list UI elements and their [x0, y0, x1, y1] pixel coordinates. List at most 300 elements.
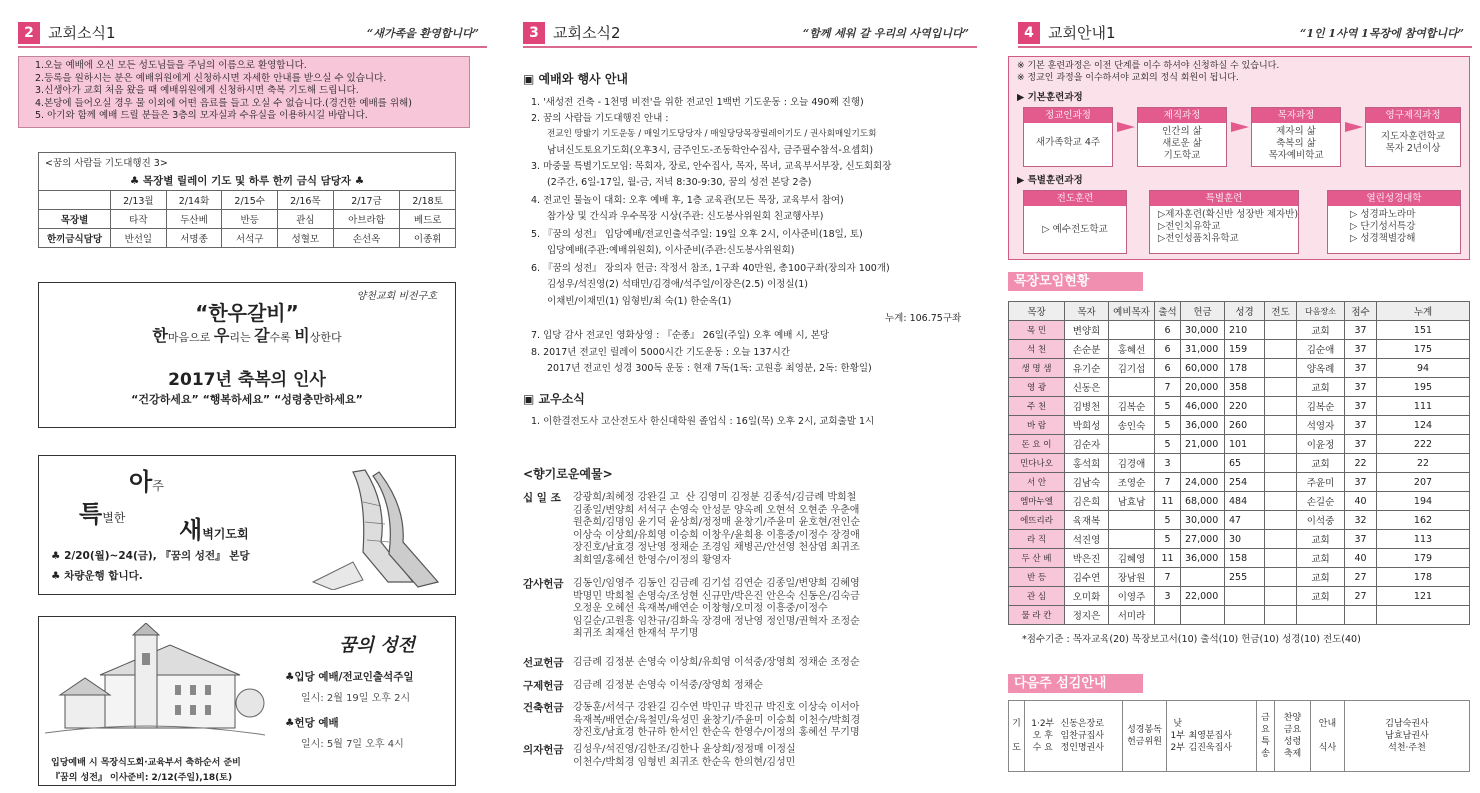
- cell: 베드로: [400, 210, 456, 229]
- table-cell: 37: [1345, 530, 1377, 549]
- table-cell: 37: [1345, 473, 1377, 492]
- dawn-date: ♣ 2/20(월)~24(금), 『꿈의 성전』 본당: [51, 550, 250, 562]
- column-church-news-2: [505, 0, 985, 793]
- table-cell: 장남원: [1109, 568, 1155, 587]
- table-row: [1009, 416, 1470, 435]
- table-row: [1009, 606, 1470, 625]
- table-cell: 이영주: [1109, 587, 1155, 606]
- table-cell: 오미화: [1065, 587, 1109, 606]
- table-cell: [1265, 473, 1297, 492]
- relay-prayer-table: [38, 152, 456, 248]
- event-item: 6. 『꿈의 성전』 장의자 헌금: 작정서 참조, 1구좌 40만원, 총100구좌(장의자 100개): [531, 263, 890, 274]
- table-cell: [1225, 587, 1265, 606]
- table-row: [1009, 340, 1470, 359]
- table-cell: 7: [1155, 378, 1181, 397]
- table-cell: 6: [1155, 321, 1181, 340]
- page-title: 교회안내1: [1048, 24, 1116, 42]
- relay-heading: <꿈의 사람들 기도대행진 3>: [39, 153, 456, 172]
- next-week-service-table: [1008, 700, 1470, 772]
- table-cell: 22: [1377, 454, 1470, 473]
- table-cell: 37: [1345, 321, 1377, 340]
- table-row: [1009, 568, 1470, 587]
- table-cell: 에뜨리라: [1009, 511, 1065, 530]
- table-cell: 94: [1377, 359, 1470, 378]
- table-cell: 생 명 샘: [1009, 359, 1065, 378]
- table-cell: 3: [1155, 454, 1181, 473]
- consecration-date: 일시: 5월 7일 오후 4시: [301, 739, 404, 750]
- mokjang-status-table: [1008, 301, 1470, 625]
- member-news-item: 1. 이한결전도사 고산전도사 한신대학원 졸업식 : 16일(목) 오후 2시, 교회출발 1시: [531, 416, 875, 427]
- row-label: 한끼금식담당: [39, 229, 111, 248]
- slogan: “함께 세워 갈 우리의 사역입니다”: [802, 27, 969, 40]
- table-cell: 36,000: [1181, 416, 1225, 435]
- table-cell: 101: [1225, 435, 1265, 454]
- offerings-heading: <향기로운예물>: [523, 467, 613, 481]
- course-step: 제직과정 인간의 삶 새로운 삶 기도학교: [1137, 107, 1227, 167]
- column-header: 누계: [1377, 302, 1470, 321]
- service-cell: 안내 식사: [1311, 701, 1345, 772]
- table-cell: [1265, 587, 1297, 606]
- page-number: 2: [18, 22, 40, 44]
- cell: 손선옥: [333, 229, 400, 248]
- table-cell: 정지은: [1065, 606, 1109, 625]
- table-row: [1009, 549, 1470, 568]
- cell: 관심: [278, 210, 334, 229]
- table-cell: 영 광: [1009, 378, 1065, 397]
- table-cell: [1265, 549, 1297, 568]
- column-header: 예비목자: [1109, 302, 1155, 321]
- table-cell: 60,000: [1181, 359, 1225, 378]
- table-cell: 37: [1345, 416, 1377, 435]
- table-cell: 27,000: [1181, 530, 1225, 549]
- dawn-s: 새벽기도회: [179, 516, 249, 544]
- church-building-icon: [45, 623, 265, 748]
- column-header: 전도: [1265, 302, 1297, 321]
- dawn-a: 아주: [129, 468, 164, 496]
- service-cell: 찬양 금요 성령 축제: [1275, 701, 1311, 772]
- praying-hands-icon: [293, 462, 443, 590]
- table-cell: 40: [1345, 492, 1377, 511]
- table-cell: 22: [1345, 454, 1377, 473]
- table-cell: 47: [1225, 511, 1265, 530]
- notice-line: 4.본당에 들어오실 경우 물 이외에 어떤 음료를 들고 오실 수 없습니다.(경건한 예배를 위해): [35, 97, 412, 109]
- table-cell: 교회: [1297, 587, 1345, 606]
- thanks-offering: 감사헌금 김동인/임영주 김동인 김금례 김기섭 김연순 김종일/변양희 김혜영 박명민 박희철 손영숙/조성현 신규만/박은진 안은숙 신동은/김숙금 오정운 오혜선 육재복/배연순 이창형/오미정 이흥중/이정수 임길순/고원흥 임찬규/김화옥 장경애 정난영 정인명/권혁자 조정순 최귀조 최재선 한재석 무기명: [523, 578, 860, 640]
- table-cell: 5: [1155, 416, 1181, 435]
- service-cell: 성경봉독 헌금위원: [1123, 701, 1167, 772]
- table-cell: 358: [1225, 378, 1265, 397]
- cell: 성혈모: [278, 229, 334, 248]
- dawn-bus: ♣ 차량운행 합니다.: [51, 570, 143, 582]
- table-cell: 30,000: [1181, 511, 1225, 530]
- table-cell: 남효남: [1109, 492, 1155, 511]
- table-cell: 손순분: [1065, 340, 1109, 359]
- table-cell: 7: [1155, 568, 1181, 587]
- dedication-date: 일시: 2월 19일 오후 2시: [301, 693, 411, 704]
- event-item-total: 누계: 106.75구좌: [885, 313, 962, 324]
- church-vision-label: 양천교회 비전구호: [356, 291, 437, 302]
- table-cell: [1109, 378, 1155, 397]
- slogan: “1인 1사역 1목장에 참여합니다”: [1300, 27, 1464, 40]
- cell: 타작: [111, 210, 167, 229]
- table-cell: [1181, 606, 1225, 625]
- table-cell: 6: [1155, 340, 1181, 359]
- table-cell: 20,000: [1181, 378, 1225, 397]
- table-cell: [1181, 454, 1225, 473]
- column-header: 다음장소: [1297, 302, 1345, 321]
- service-cell: 신동은장로 임찬규집사 정인명권사: [1061, 701, 1123, 772]
- basic-course-label: ▶ 기본훈련과정: [1017, 92, 1083, 103]
- notice-line: 1.오늘 예배에 오신 모든 성도님들을 주님의 이름으로 환영합니다.: [35, 60, 307, 71]
- moving-schedule: 『꿈의 성전』 이사준비: 2/12(주일),18(토): [51, 773, 233, 783]
- page-title: 교회소식2: [553, 24, 621, 42]
- table-cell: [1345, 606, 1377, 625]
- column-header: 목자: [1065, 302, 1109, 321]
- cell: 서석구: [222, 229, 278, 248]
- service-cell: 기 도: [1009, 701, 1025, 772]
- score-criteria: *점수기준 : 목자교육(20) 목장보고서(10) 출석(10) 헌금(10) 성경(10) 전도(40): [1022, 634, 1361, 645]
- page-number: 4: [1018, 22, 1040, 44]
- date-cell: 2/15수: [222, 191, 278, 210]
- table-cell: [1181, 568, 1225, 587]
- table-cell: 김순자: [1065, 435, 1109, 454]
- table-cell: 159: [1225, 340, 1265, 359]
- table-cell: 김복순: [1297, 397, 1345, 416]
- table-row: [1009, 454, 1470, 473]
- table-cell: 194: [1377, 492, 1470, 511]
- table-cell: 교회: [1297, 568, 1345, 587]
- event-item: 7. 입당 감사 전교인 영화상영 : 『순종』 26일(주일) 오후 예배 시, 본당: [531, 330, 830, 341]
- table-cell: 김수연: [1065, 568, 1109, 587]
- table-cell: 113: [1377, 530, 1470, 549]
- table-cell: [1225, 606, 1265, 625]
- event-item: 참가상 및 간식과 우수목장 시상(주관: 신도봉사위원회 친교행사부): [547, 211, 824, 222]
- table-cell: 5: [1155, 397, 1181, 416]
- table-cell: [1265, 397, 1297, 416]
- table-cell: 김병천: [1065, 397, 1109, 416]
- table-cell: 민다나오: [1009, 454, 1065, 473]
- table-cell: 178: [1225, 359, 1265, 378]
- table-cell: 주윤미: [1297, 473, 1345, 492]
- page-title: 교회소식1: [48, 24, 116, 42]
- date-cell: 2/14화: [166, 191, 222, 210]
- dedication-service: ♣입당 예배/전교인출석주일: [285, 671, 414, 683]
- table-cell: 교회: [1297, 378, 1345, 397]
- new-year-greeting: 2017년 축복의 인사: [168, 370, 326, 390]
- table-cell: 254: [1225, 473, 1265, 492]
- table-cell: [1109, 435, 1155, 454]
- table-cell: 조영순: [1109, 473, 1155, 492]
- special-course: 전도훈련 ▷ 예수전도학교: [1023, 190, 1127, 254]
- column-header: 점수: [1345, 302, 1377, 321]
- table-cell: 255: [1225, 568, 1265, 587]
- greeting-wishes: “건강하세요” “행복하세요” “성령충만하세요”: [131, 393, 363, 406]
- event-item: (2주간, 6일-17일, 월-금, 저녁 8:30-9:30, 꿈의 성전 본당 2층): [547, 177, 812, 188]
- table-cell: 김혜영: [1109, 549, 1155, 568]
- date-cell: 2/13월: [111, 191, 167, 210]
- table-cell: [1109, 321, 1155, 340]
- table-cell: 30: [1225, 530, 1265, 549]
- table-cell: 두 산 베: [1009, 549, 1065, 568]
- member-news-heading: ▣ 교우소식: [523, 392, 585, 406]
- table-cell: 김남숙: [1065, 473, 1109, 492]
- notice-line: 3.신생아가 교회 처음 왔을 때 예배위원에게 신청하시면 축복 기도해 드립니다.: [35, 85, 359, 97]
- table-cell: 관 심: [1009, 587, 1065, 606]
- table-cell: 7: [1155, 473, 1181, 492]
- training-note: ※ 정교인 과정을 이수하셔야 교회의 정식 회원이 됩니다.: [1017, 73, 1239, 83]
- column-header: 출석: [1155, 302, 1181, 321]
- table-cell: 서 안: [1009, 473, 1065, 492]
- special-course-label: ▶ 특별훈련과정: [1017, 175, 1083, 186]
- column-header: 성경: [1225, 302, 1265, 321]
- table-cell: [1265, 359, 1297, 378]
- table-cell: 유기순: [1065, 359, 1109, 378]
- cell: 반등: [222, 210, 278, 229]
- event-item: 2. 꿈의 사람들 기도대행진 안내 :: [531, 113, 669, 124]
- welcome-notice-box: [18, 56, 470, 128]
- table-cell: 돈 요 이: [1009, 435, 1065, 454]
- dawn-t: 특별한: [79, 500, 126, 528]
- event-item: 이채빈/이채민(1) 임형빈/최 숙(1) 한순옥(1): [547, 296, 732, 307]
- table-cell: 207: [1377, 473, 1470, 492]
- table-cell: 홍혜선: [1109, 340, 1155, 359]
- table-cell: 121: [1377, 587, 1470, 606]
- table-cell: 162: [1377, 511, 1470, 530]
- table-cell: 484: [1225, 492, 1265, 511]
- table-cell: 박은진: [1065, 549, 1109, 568]
- table-cell: 111: [1377, 397, 1470, 416]
- date-cell: 2/18토: [400, 191, 456, 210]
- vision-slogan-box: [38, 282, 456, 428]
- row-label: 목장별: [39, 210, 111, 229]
- table-cell: 179: [1377, 549, 1470, 568]
- column-header: 목장: [1009, 302, 1065, 321]
- table-cell: 30,000: [1181, 321, 1225, 340]
- table-cell: 21,000: [1181, 435, 1225, 454]
- service-cell: 금 요 특 송: [1257, 701, 1275, 772]
- arrow-right-icon: [1117, 122, 1135, 132]
- cell: 반선일: [111, 229, 167, 248]
- table-cell: 신동은: [1065, 378, 1109, 397]
- table-cell: 124: [1377, 416, 1470, 435]
- relief-offering: 구제헌금 김금례 김정분 손영숙 이석중/장영희 정채순: [523, 680, 763, 692]
- event-item: 입당예배(주관:예배위원회), 이사준비(주관:신도봉사위원회): [547, 245, 795, 256]
- hanwoo-title: “한우갈비”: [195, 301, 299, 325]
- temple-footnote: 입당예배 시 목장식도회·교육부서 축하순서 준비: [51, 758, 241, 768]
- table-cell: 22,000: [1181, 587, 1225, 606]
- table-cell: [1265, 340, 1297, 359]
- table-cell: 37: [1345, 378, 1377, 397]
- table-cell: [1377, 606, 1470, 625]
- event-item: 전교인 땅밟기 기도운동 / 매일기도당당자 / 매일당당목장릴레이기도 / 권사회매일기도회: [547, 129, 877, 139]
- table-cell: 5: [1155, 435, 1181, 454]
- table-cell: 175: [1377, 340, 1470, 359]
- table-cell: [1265, 454, 1297, 473]
- cell: 아브라함: [333, 210, 400, 229]
- table-cell: 36,000: [1181, 549, 1225, 568]
- table-cell: [1109, 530, 1155, 549]
- table-cell: [1265, 511, 1297, 530]
- table-cell: 65: [1225, 454, 1265, 473]
- course-step: 영구제직과정 지도자훈련학교 목자 2년이상: [1365, 107, 1461, 167]
- notice-line: 5. 아기와 함께 예배 드릴 분들은 3층의 모자실과 수유실을 이용하시길 바랍니다.: [35, 110, 368, 122]
- table-cell: 목 민: [1009, 321, 1065, 340]
- table-cell: 송인숙: [1109, 416, 1155, 435]
- table-cell: 24,000: [1181, 473, 1225, 492]
- table-cell: 11: [1155, 492, 1181, 511]
- table-cell: 반 등: [1009, 568, 1065, 587]
- chair-offering: 의자헌금 김성우/석진영/김한조/김한나 윤상희/정정매 이정실 이천수/박희경 임형빈 최귀조 한순옥 한의현/김성민: [523, 744, 796, 768]
- table-cell: [1265, 492, 1297, 511]
- special-course: 특별훈련 ▷제자훈련(확신반 성장반 제자반) ▷전인치유학교 ▷전인성품치유학교: [1149, 190, 1299, 254]
- table-cell: 양옥례: [1297, 359, 1345, 378]
- date-cell: 2/16목: [278, 191, 334, 210]
- table-cell: 37: [1345, 340, 1377, 359]
- hanwoo-meaning: 한마음으로 우리는 갈수록 비상한다: [152, 326, 342, 345]
- section-header: [523, 20, 977, 48]
- section-header: [1018, 20, 1472, 48]
- event-item: 2017년 전교인 성경 300독 운동 : 현재 7독(1독: 고원흥 최영분, 2독: 한황일): [547, 363, 872, 374]
- table-row: [1009, 321, 1470, 340]
- event-item: 남녀신도토요기도회(오후3시, 금주인도-조동학안수집사, 금주필수참석-요셉회): [547, 145, 874, 156]
- table-cell: 김복순: [1109, 397, 1155, 416]
- column-header: 헌금: [1181, 302, 1225, 321]
- dawn-prayer-box: [38, 455, 456, 595]
- column-church-guide-1: [1000, 0, 1480, 793]
- event-item: 8. 2017년 전교인 릴레이 5000시간 기도운동 : 오늘 137시간: [531, 347, 790, 358]
- table-cell: 석영자: [1297, 416, 1345, 435]
- table-cell: 3: [1155, 587, 1181, 606]
- service-cell: 낮 1부 2부: [1167, 701, 1189, 772]
- table-cell: 석진영: [1065, 530, 1109, 549]
- table-cell: [1265, 416, 1297, 435]
- section-header: [18, 20, 487, 48]
- table-cell: 27: [1345, 568, 1377, 587]
- date-cell: 2/17금: [333, 191, 400, 210]
- arrow-right-icon: [1345, 122, 1363, 132]
- table-cell: 바 람: [1009, 416, 1065, 435]
- event-item: 3. 마중물 특별기도모임: 목회자, 장로, 안수집사, 목자, 목녀, 교육부서부장, 신도회회장: [531, 161, 892, 172]
- table-cell: 32: [1345, 511, 1377, 530]
- course-step: 정교인과정 새가족학교 4주: [1023, 107, 1113, 167]
- next-week-service-tag: 다음주 섬김안내: [1008, 674, 1143, 693]
- table-cell: 27: [1345, 587, 1377, 606]
- table-cell: [1265, 321, 1297, 340]
- table-cell: 박희성: [1065, 416, 1109, 435]
- table-cell: 육재복: [1065, 511, 1109, 530]
- table-cell: 교회: [1297, 549, 1345, 568]
- table-cell: 210: [1225, 321, 1265, 340]
- table-cell: 김기섭: [1109, 359, 1155, 378]
- event-item: 김성우/석진영(2) 석태민/김경애/석주일/이장은(2.5) 이정실(1): [547, 279, 808, 290]
- table-cell: [1265, 606, 1297, 625]
- table-row: [1009, 378, 1470, 397]
- table-cell: [1109, 511, 1155, 530]
- slogan: “새가족을 환영합니다”: [366, 27, 479, 40]
- cell: 서명종: [166, 229, 222, 248]
- training-note: ※ 기본 훈련과정은 이전 단계를 이수 하셔야 신청하실 수 있습니다.: [1017, 61, 1280, 71]
- table-cell: 변양희: [1065, 321, 1109, 340]
- table-row: [1009, 359, 1470, 378]
- table-cell: 김은희: [1065, 492, 1109, 511]
- temple-title: 꿈의 성전: [339, 635, 415, 656]
- dream-temple-box: [38, 616, 456, 786]
- training-course-box: [1008, 56, 1470, 260]
- table-cell: 서미라: [1109, 606, 1155, 625]
- table-cell: 라 직: [1009, 530, 1065, 549]
- table-cell: 김경애: [1109, 454, 1155, 473]
- table-row: [1009, 530, 1470, 549]
- table-cell: 교회: [1297, 321, 1345, 340]
- event-item: 4. 전교인 물놀이 대회: 오후 예배 후, 1층 교육관(모든 목장, 교육부서 참여): [531, 195, 844, 206]
- table-cell: 5: [1155, 511, 1181, 530]
- table-cell: 5: [1155, 530, 1181, 549]
- table-cell: 222: [1377, 435, 1470, 454]
- table-cell: 46,000: [1181, 397, 1225, 416]
- event-item: 1. '새성전 건축 - 1천명 비전'을 위한 전교인 1백번 기도운동 : 오늘 490째 진행): [531, 97, 864, 108]
- table-row: [1009, 473, 1470, 492]
- worship-events-heading: ▣ 예배와 행사 안내: [523, 72, 629, 86]
- service-cell: 1·2부 오 후 수 요: [1025, 701, 1061, 772]
- table-cell: 31,000: [1181, 340, 1225, 359]
- table-cell: [1297, 606, 1345, 625]
- column-church-news-1: [0, 0, 495, 793]
- table-cell: 37: [1345, 435, 1377, 454]
- table-cell: 158: [1225, 549, 1265, 568]
- notice-line: 2.등록을 원하시는 분은 예배위원에게 신청하시면 자세한 안내를 받으실 수 있습니다.: [35, 72, 387, 84]
- course-step: 목자과정 제자의 삶 축복의 삶 목자예비학교: [1251, 107, 1341, 167]
- table-cell: [1265, 435, 1297, 454]
- table-cell: 주 천: [1009, 397, 1065, 416]
- table-cell: 178: [1377, 568, 1470, 587]
- page-number: 3: [523, 22, 545, 44]
- table-cell: 석 천: [1009, 340, 1065, 359]
- table-cell: 이윤정: [1297, 435, 1345, 454]
- building-offering: 건축헌금 강동훈/서석구 강완길 김수연 박민규 박진규 박진호 이상숙 이서아 육재복/배연순/육철민/육성민 윤창기/주윤미 이승희 이천수/박희경 장진호/남효경 한규하 한서인 한순옥 한영수/이정의 홍혜선 무기명: [523, 702, 861, 739]
- table-cell: 6: [1155, 359, 1181, 378]
- table-cell: 교회: [1297, 454, 1345, 473]
- table-cell: 홍석희: [1065, 454, 1109, 473]
- mokjang-status-tag: 목장모임현황: [1008, 272, 1143, 291]
- tithe-offering: 십 일 조 강광희/최혜정 강완길 고 산 김영미 김정분 김종석/김금례 박희철 김종일/변양희 서석구 손영숙 안성문 양옥례 오현석 오현준 우춘애 원춘희/김명임 윤기덕 윤상희/정정매 윤창기/주윤미 윤호현/전인순 이상숙 이상희/유희영 이승희 이창우/윤희용 이흥중/이정수 장경애 장진호/남효경 정난영 정채순 조경임 채병곤/안선영 천삼엽 최귀조 최희열/홍혜선 한영수/이정의 황영자: [523, 492, 861, 566]
- table-row: [1009, 492, 1470, 511]
- relay-title: ♣ 목장별 릴레이 기도 및 하루 한끼 금식 담당자 ♣: [39, 172, 456, 191]
- table-cell: 김순애: [1297, 340, 1345, 359]
- consecration-service: ♣헌당 예배: [285, 717, 339, 729]
- table-cell: [1155, 606, 1181, 625]
- table-cell: 이석중: [1297, 511, 1345, 530]
- table-cell: 37: [1345, 359, 1377, 378]
- table-cell: 151: [1377, 321, 1470, 340]
- service-cell: 최영분집사 김진욱집사: [1189, 701, 1257, 772]
- table-cell: [1265, 378, 1297, 397]
- table-row: [1009, 435, 1470, 454]
- mission-offering: 선교헌금 김금례 김정분 손영숙 이상희/유희영 이석중/장영희 정채순 조정순: [523, 657, 860, 669]
- cell: 이종휘: [400, 229, 456, 248]
- table-cell: 220: [1225, 397, 1265, 416]
- table-cell: 40: [1345, 549, 1377, 568]
- table-cell: [1265, 568, 1297, 587]
- service-cell: 김남숙권사 남효남권사 석천·주천: [1345, 701, 1470, 772]
- special-course: 열린성경대학 ▷ 성경파노라마 ▷ 단기성서특강 ▷ 성경책별강해: [1327, 190, 1461, 254]
- arrow-right-icon: [1231, 122, 1249, 132]
- table-cell: 260: [1225, 416, 1265, 435]
- cell: 두산베: [166, 210, 222, 229]
- table-cell: 11: [1155, 549, 1181, 568]
- table-row: [1009, 511, 1470, 530]
- table-cell: 195: [1377, 378, 1470, 397]
- table-cell: 68,000: [1181, 492, 1225, 511]
